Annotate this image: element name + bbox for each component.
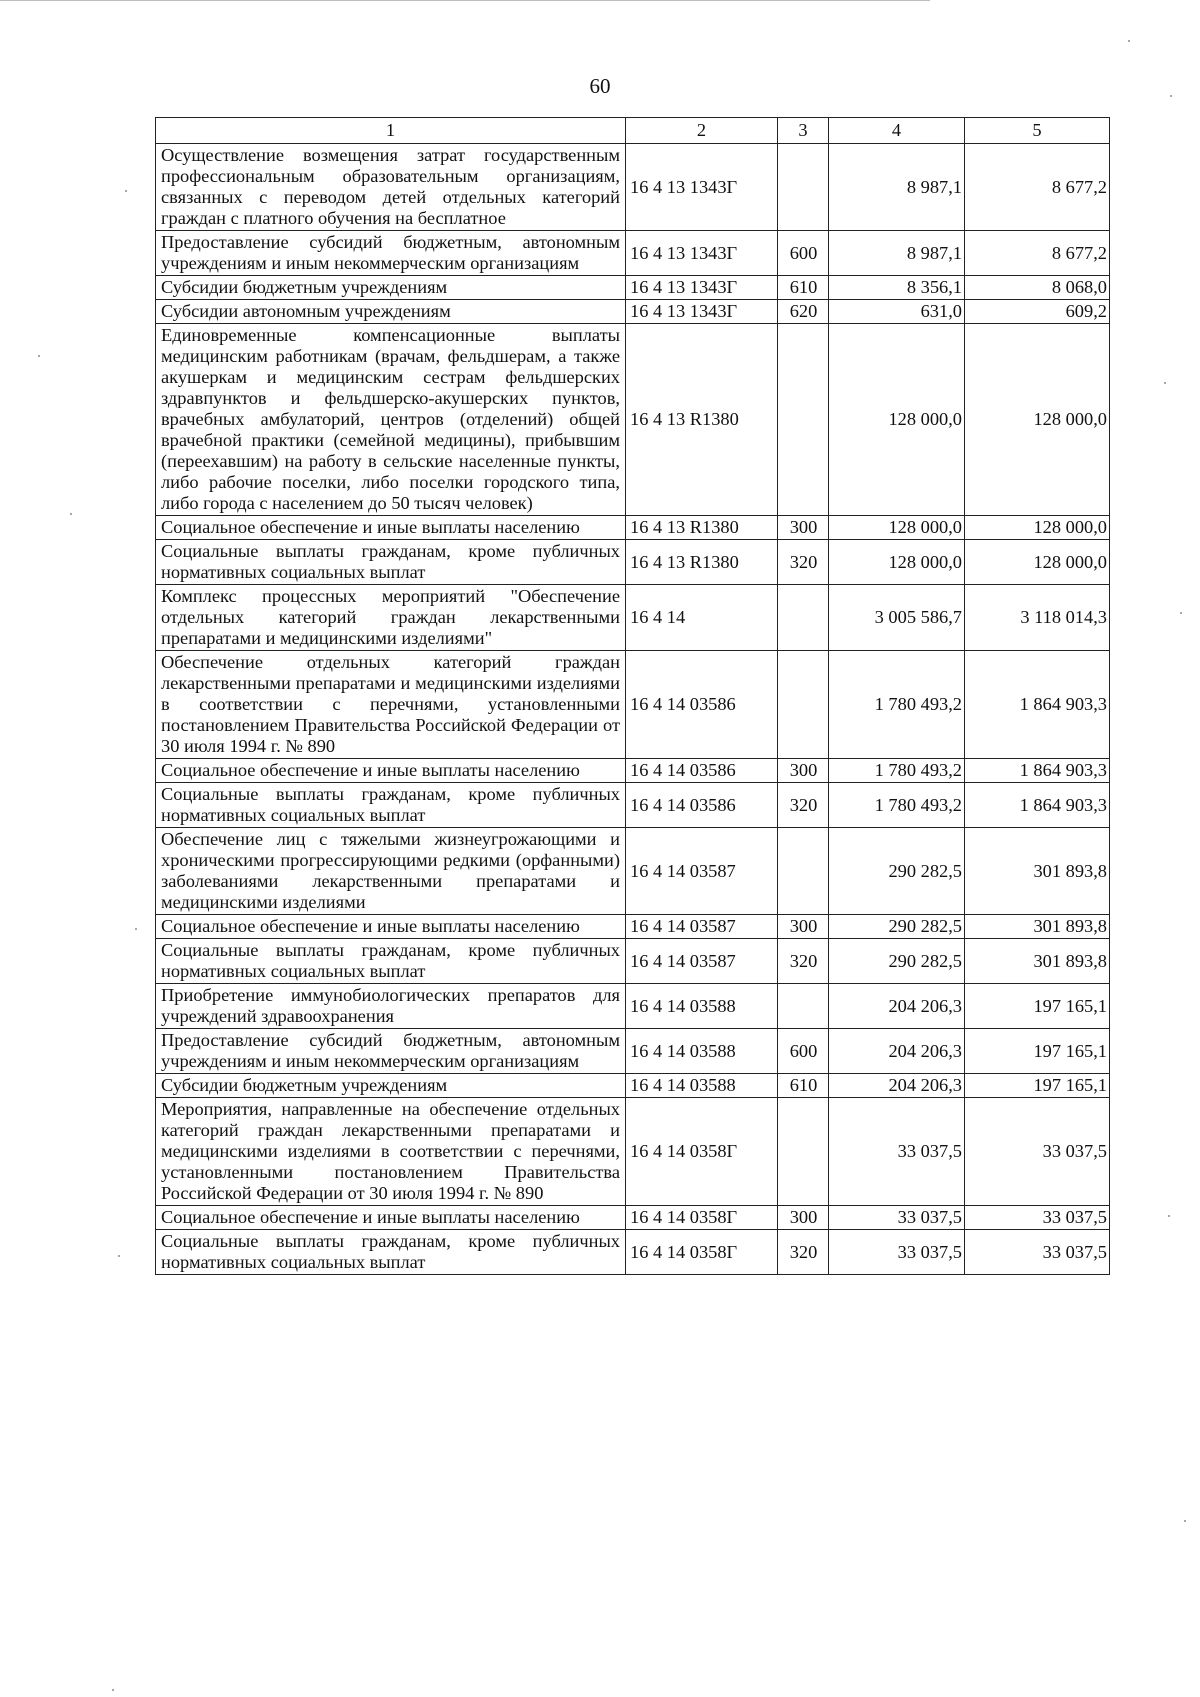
table-header <box>156 118 1110 144</box>
header-col-1: 1 <box>156 118 626 144</box>
scan-speck <box>1168 1215 1170 1217</box>
row-code: 16 4 14 03586 <box>626 759 778 783</box>
table-row <box>156 915 1110 939</box>
row-code: 16 4 13 R1380 <box>626 540 778 585</box>
row-expense-type <box>778 144 829 231</box>
scan-edge-line <box>0 0 930 1</box>
table-row <box>156 1074 1110 1098</box>
row-value-col4: 128 000,0 <box>829 516 965 540</box>
table-row <box>156 1098 1110 1206</box>
row-expense-type: 300 <box>778 759 829 783</box>
row-value-col5: 301 893,8 <box>965 915 1110 939</box>
row-expense-type: 300 <box>778 516 829 540</box>
table-row <box>156 783 1110 828</box>
row-expense-type: 300 <box>778 915 829 939</box>
row-name: Социальное обеспечение и иные выплаты населению <box>156 516 626 540</box>
row-expense-type: 610 <box>778 276 829 300</box>
row-name: Социальное обеспечение и иные выплаты населению <box>156 1206 626 1230</box>
row-value-col5: 8 677,2 <box>965 231 1110 276</box>
row-name: Комплекс процессных мероприятий "Обеспечение отдельных категорий граждан лекарственными препаратами и медицинскими изделиями" <box>156 585 626 651</box>
header-col-5: 5 <box>965 118 1110 144</box>
row-value-col5: 3 118 014,3 <box>965 585 1110 651</box>
table-row <box>156 231 1110 276</box>
row-value-col5: 33 037,5 <box>965 1230 1110 1275</box>
row-value-col4: 33 037,5 <box>829 1230 965 1275</box>
row-code: 16 4 13 R1380 <box>626 324 778 516</box>
row-name: Социальные выплаты гражданам, кроме публичных нормативных социальных выплат <box>156 939 626 984</box>
row-value-col5: 197 165,1 <box>965 984 1110 1029</box>
scan-speck <box>1164 382 1166 384</box>
scan-speck <box>1170 95 1172 97</box>
table-row <box>156 276 1110 300</box>
table-row <box>156 1230 1110 1275</box>
row-code: 16 4 13 1343Г <box>626 300 778 324</box>
table-row <box>156 516 1110 540</box>
row-value-col5: 33 037,5 <box>965 1206 1110 1230</box>
row-value-col5: 33 037,5 <box>965 1098 1110 1206</box>
row-expense-type: 600 <box>778 1029 829 1074</box>
table-row <box>156 1206 1110 1230</box>
row-expense-type <box>778 1098 829 1206</box>
row-code: 16 4 14 03587 <box>626 939 778 984</box>
row-value-col5: 128 000,0 <box>965 540 1110 585</box>
scan-speck <box>118 1255 120 1257</box>
row-value-col4: 204 206,3 <box>829 984 965 1029</box>
row-value-col4: 1 780 493,2 <box>829 759 965 783</box>
scan-speck <box>1180 612 1182 614</box>
table-row <box>156 759 1110 783</box>
row-value-col4: 8 987,1 <box>829 231 965 276</box>
table-body <box>156 144 1110 1275</box>
table-row <box>156 939 1110 984</box>
row-name: Обеспечение лиц с тяжелыми жизнеугрожающими и хроническими прогрессирующими редкими (орфанными) заболеваниями лекарственными препаратами и медицинскими изделиями <box>156 828 626 915</box>
row-code: 16 4 14 03588 <box>626 1029 778 1074</box>
row-code: 16 4 14 03588 <box>626 1074 778 1098</box>
row-value-col4: 33 037,5 <box>829 1098 965 1206</box>
table-row <box>156 585 1110 651</box>
row-expense-type <box>778 984 829 1029</box>
row-value-col5: 1 864 903,3 <box>965 759 1110 783</box>
scan-speck <box>1128 40 1130 42</box>
row-code: 16 4 14 03587 <box>626 915 778 939</box>
row-value-col4: 1 780 493,2 <box>829 783 965 828</box>
table-row <box>156 300 1110 324</box>
row-code: 16 4 14 03586 <box>626 783 778 828</box>
table-row <box>156 984 1110 1029</box>
row-name: Субсидии автономным учреждениям <box>156 300 626 324</box>
row-code: 16 4 13 1343Г <box>626 276 778 300</box>
row-value-col4: 128 000,0 <box>829 324 965 516</box>
scan-speck <box>112 1689 114 1691</box>
row-expense-type: 600 <box>778 231 829 276</box>
row-value-col5: 301 893,8 <box>965 939 1110 984</box>
row-code: 16 4 14 03587 <box>626 828 778 915</box>
row-code: 16 4 14 03588 <box>626 984 778 1029</box>
row-value-col4: 3 005 586,7 <box>829 585 965 651</box>
row-expense-type: 320 <box>778 1230 829 1275</box>
row-name: Социальное обеспечение и иные выплаты населению <box>156 915 626 939</box>
row-name: Единовременные компенсационные выплаты медицинским работникам (врачам, фельдшерам, а также акушеркам и медицинским сестрам фельдшерских здравпунктов и фельдшерско-акушерских пунктов, врачебных амбулаторий, центров (отделений) общей врачебной практики (семейной медицины), прибывшим (переехавшим) на работу в сельские населенные пункты, либо рабочие поселки, либо поселки городского типа, либо города с населением до 50 тысяч человек) <box>156 324 626 516</box>
row-expense-type: 620 <box>778 300 829 324</box>
row-value-col4: 204 206,3 <box>829 1074 965 1098</box>
row-code: 16 4 13 1343Г <box>626 144 778 231</box>
row-value-col4: 33 037,5 <box>829 1206 965 1230</box>
row-name: Социальные выплаты гражданам, кроме публичных нормативных социальных выплат <box>156 1230 626 1275</box>
row-value-col4: 631,0 <box>829 300 965 324</box>
row-value-col5: 8 068,0 <box>965 276 1110 300</box>
row-name: Приобретение иммунобиологических препаратов для учреждений здравоохранения <box>156 984 626 1029</box>
row-name: Социальные выплаты гражданам, кроме публичных нормативных социальных выплат <box>156 540 626 585</box>
row-value-col5: 197 165,1 <box>965 1074 1110 1098</box>
row-code: 16 4 14 03586 <box>626 651 778 759</box>
row-value-col5: 1 864 903,3 <box>965 651 1110 759</box>
row-value-col5: 8 677,2 <box>965 144 1110 231</box>
row-code: 16 4 13 R1380 <box>626 516 778 540</box>
row-value-col4: 8 356,1 <box>829 276 965 300</box>
row-value-col5: 301 893,8 <box>965 828 1110 915</box>
row-code: 16 4 14 <box>626 585 778 651</box>
row-code: 16 4 14 0358Г <box>626 1206 778 1230</box>
scan-speck <box>70 513 72 515</box>
table-row <box>156 324 1110 516</box>
row-value-col4: 1 780 493,2 <box>829 651 965 759</box>
scan-speck <box>135 928 137 930</box>
row-expense-type: 320 <box>778 540 829 585</box>
row-value-col5: 197 165,1 <box>965 1029 1110 1074</box>
row-value-col4: 204 206,3 <box>829 1029 965 1074</box>
row-expense-type <box>778 651 829 759</box>
row-expense-type: 320 <box>778 939 829 984</box>
row-value-col4: 290 282,5 <box>829 939 965 984</box>
scan-speck <box>1184 1520 1186 1522</box>
row-value-col4: 290 282,5 <box>829 915 965 939</box>
row-name: Мероприятия, направленные на обеспечение отдельных категорий граждан лекарственными препаратами и медицинскими изделиями в соответствии с перечнями, установленными постановлением Правительства Российской Федерации от 30 июля 1994 г. № 890 <box>156 1098 626 1206</box>
row-name: Социальное обеспечение и иные выплаты населению <box>156 759 626 783</box>
header-col-2: 2 <box>626 118 778 144</box>
row-value-col5: 128 000,0 <box>965 324 1110 516</box>
row-name: Субсидии бюджетным учреждениям <box>156 276 626 300</box>
row-expense-type <box>778 585 829 651</box>
scan-speck <box>125 190 127 192</box>
row-value-col5: 1 864 903,3 <box>965 783 1110 828</box>
page-number: 60 <box>589 74 611 98</box>
row-name: Предоставление субсидий бюджетным, автономным учреждениям и иным некоммерческим организациям <box>156 1029 626 1074</box>
row-name: Обеспечение отдельных категорий граждан лекарственными препаратами и медицинскими изделиями в соответствии с перечнями, установленными постановлением Правительства Российской Федерации от 30 июля 1994 г. № 890 <box>156 651 626 759</box>
table-row <box>156 651 1110 759</box>
row-expense-type: 300 <box>778 1206 829 1230</box>
row-name: Субсидии бюджетным учреждениям <box>156 1074 626 1098</box>
row-expense-type <box>778 324 829 516</box>
header-col-3: 3 <box>778 118 829 144</box>
row-value-col4: 128 000,0 <box>829 540 965 585</box>
row-code: 16 4 14 0358Г <box>626 1098 778 1206</box>
header-row <box>156 118 1110 144</box>
table-row <box>156 540 1110 585</box>
row-expense-type: 610 <box>778 1074 829 1098</box>
table-row <box>156 828 1110 915</box>
row-value-col4: 290 282,5 <box>829 828 965 915</box>
row-expense-type <box>778 828 829 915</box>
row-code: 16 4 14 0358Г <box>626 1230 778 1275</box>
row-value-col4: 8 987,1 <box>829 144 965 231</box>
budget-table <box>155 117 1110 1275</box>
row-name: Осуществление возмещения затрат государственным профессиональным образовательным организациям, связанных с переводом детей отдельных категорий граждан с платного обучения на бесплатное <box>156 144 626 231</box>
row-code: 16 4 13 1343Г <box>626 231 778 276</box>
scan-speck <box>38 355 40 357</box>
row-value-col5: 128 000,0 <box>965 516 1110 540</box>
row-name: Предоставление субсидий бюджетным, автономным учреждениям и иным некоммерческим организациям <box>156 231 626 276</box>
row-name: Социальные выплаты гражданам, кроме публичных нормативных социальных выплат <box>156 783 626 828</box>
row-value-col5: 609,2 <box>965 300 1110 324</box>
header-col-4: 4 <box>829 118 965 144</box>
table-row <box>156 1029 1110 1074</box>
row-expense-type: 320 <box>778 783 829 828</box>
table-row <box>156 144 1110 231</box>
